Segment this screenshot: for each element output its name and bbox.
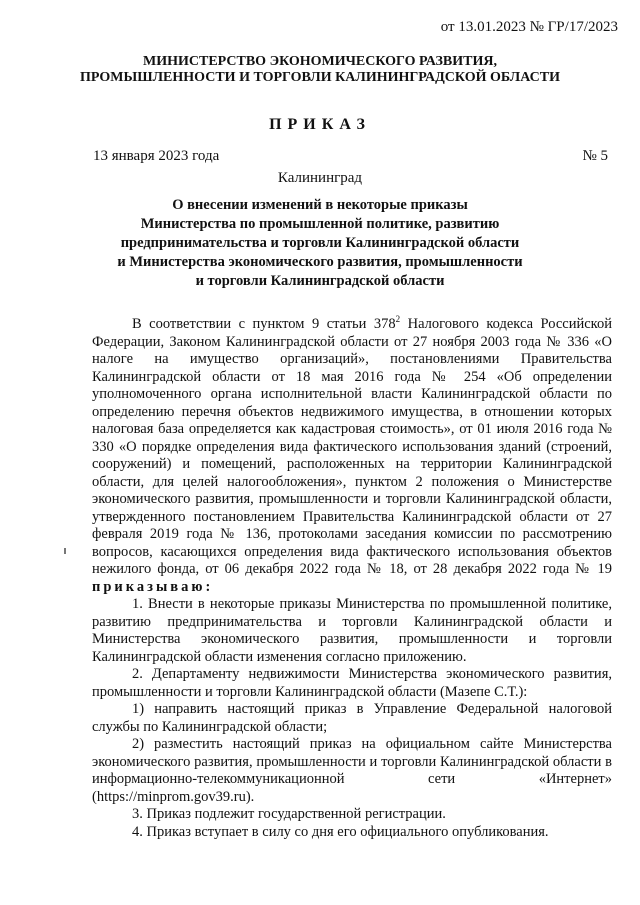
subject-line-4: и Министерства экономического развития, промышленности [117, 254, 523, 270]
item-2-sub-1: 1) направить настоящий приказ в Управление Федеральной налоговой службы по Калининградской области; [92, 701, 612, 735]
subject-line-3: предпринимательства и торговли Калининградской области [120, 235, 520, 251]
document-body [92, 316, 612, 841]
margin-mark [64, 548, 66, 554]
subject-line-2: Министерства по промышленной политике, развитию [140, 216, 500, 232]
preamble-part-1: В соответствии с пунктом 9 статьи 378 [132, 316, 396, 332]
item-2: 2. Департаменту недвижимости Министерства экономического развития, промышленности и торговли Калининградской области (Мазепе С.Т.): [92, 666, 612, 700]
item-2-sub-2: 2) разместить настоящий приказ на официальном сайте Министерства экономического развития, промышленности и торговли Калининградской области в информационно-телекоммуникационной сети «Интернет» (https://minprom.gov39.ru). [92, 736, 612, 805]
ministry-line-1: МИНИСТЕРСТВО ЭКОНОМИЧЕСКОГО РАЗВИТИЯ, [143, 54, 497, 69]
subject-line-1: О внесении изменений в некоторые приказы [172, 197, 468, 213]
subject-line-5: и торговли Калининградской области [195, 273, 445, 289]
ministry-line-2: ПРОМЫШЛЕННОСТИ И ТОРГОВЛИ КАЛИНИНГРАДСКОЙ ОБЛАСТИ [80, 70, 560, 85]
item-3: 3. Приказ подлежит государственной регистрации. [132, 806, 446, 822]
preamble-paragraph [92, 316, 612, 596]
document-city: Калининград [277, 170, 363, 186]
item-4: 4. Приказ вступает в силу со дня его официального опубликования. [132, 823, 549, 840]
registration-stamp: от 13.01.2023 № ГР/17/2023 [440, 19, 618, 35]
preamble-superscript: 2 [395, 314, 401, 325]
document-subject [0, 196, 640, 291]
order-word: приказываю: [92, 578, 214, 595]
document-type-title: ПРИКАЗ [269, 116, 371, 133]
document-number: № 5 [582, 148, 608, 164]
document-date: 13 января 2023 года [93, 148, 220, 164]
ministry-header [0, 54, 640, 86]
item-1: 1. Внести в некоторые приказы Министерства по промышленной политике, развитию предпринимательства и торговли Калининградской области и Министерства экономического развития, промышленности и торговли Калининградской области изменения согласно приложению. [92, 596, 612, 665]
preamble-part-2: Налогового кодекса Российской Федерации, Законом Калининградской области от 27 ноября 2003 года № 336 «О налоге на имущество организаций», постановлениями Правительства Калининградской области от 18 мая 2016 года № 254 «Об определении уполномоченного органа исполнительной власти Калининградской области по определению перечня объектов недвижимого имущества, в отношении которых налоговая база определяется как кадастровая стоимость», от 01 июля 2016 года № 330 «О порядке определения вида фактического использования зданий (строений, сооружений) и помещений, расположенных на территории Калининградской области, для целей налогообложения», пунктом 2 положения о Министерстве экономического развития, промышленности и торговли Калининградской области, утвержденного постановлением Правительства Калининградской области от 27 февраля 2019 года № 136, протоколами заседания комиссии по рассмотрению вопросов, касающихся определения вида фактического использования объектов нежилого фонда, от 06 декабря 2022 года № 18, от 28 декабря 2022 года № 19 [92, 316, 612, 577]
